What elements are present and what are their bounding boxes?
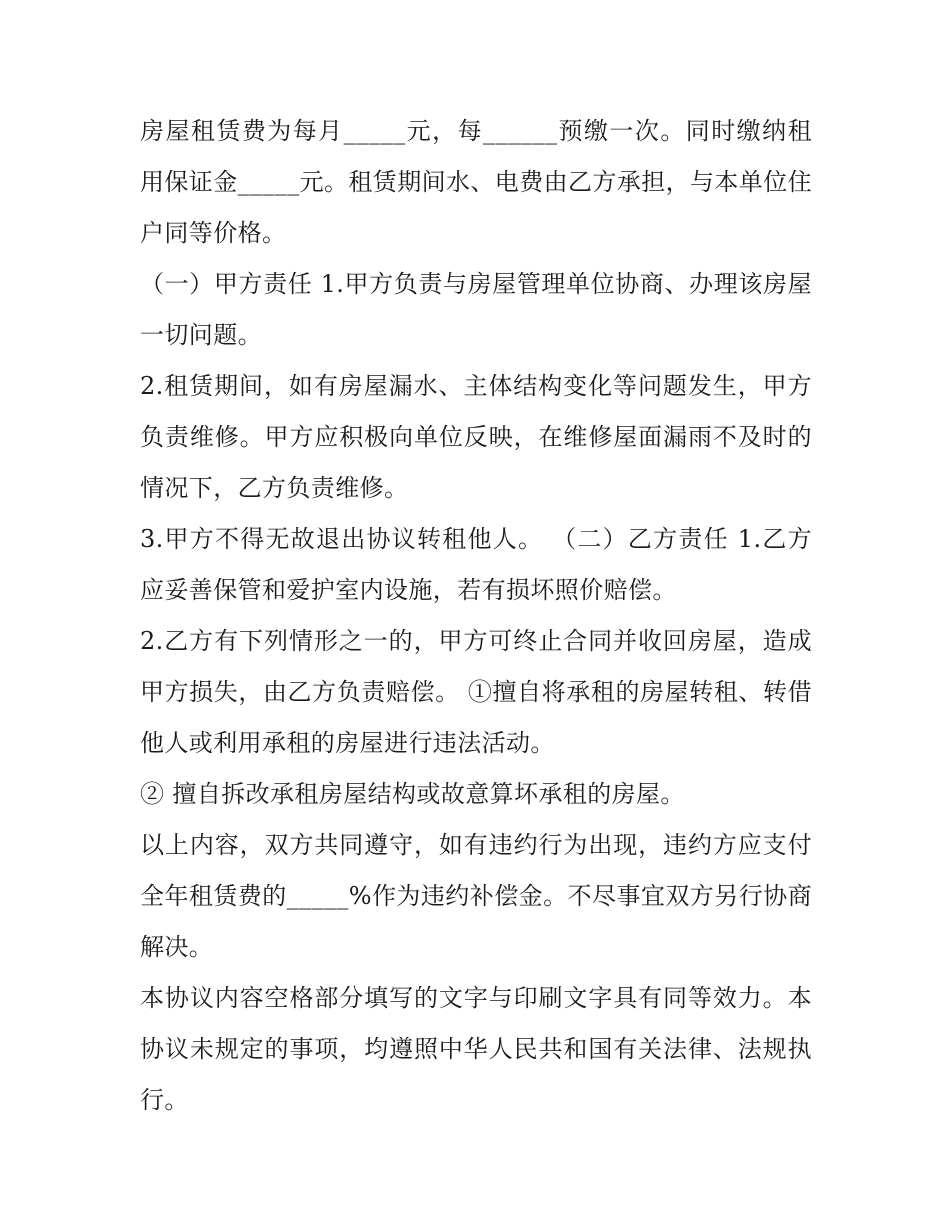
paragraph-party-a-duty-2: 2.租赁期间，如有房屋漏水、主体结构变化等问题发生，甲方负责维修。甲方应积极向单位反映，在维修屋面漏雨不及时的情况下，乙方负责维修。 (140, 372, 812, 502)
paragraph-party-b-duty-2: 2.乙方有下列情形之一的，甲方可终止合同并收回房屋，造成甲方损失，由乙方负责赔偿。 ①擅自将承租的房屋转租、转借他人或利用承租的房屋进行违法活动。 (140, 627, 812, 757)
paragraph-party-a-duty-1: （一）甲方责任 1.甲方负责与房屋管理单位协商、办理该房屋一切问题。 (140, 270, 812, 349)
paragraph-rent-terms: 房屋租赁费为每月_____元，每______预缴一次。同时缴纳租用保证金_____元。租赁期间水、电费由乙方承担，与本单位住户同等价格。 (140, 117, 812, 247)
paragraph-legal-effect: 本协议内容空格部分填写的文字与印刷文字具有同等效力。本协议未规定的事项，均遵照中华人民共和国有关法律、法规执行。 (140, 984, 812, 1114)
paragraph-breach-terms: 以上内容，双方共同遵守，如有违约行为出现，违约方应支付全年租赁费的_____%作为违约补偿金。不尽事宜双方另行协商解决。 (140, 831, 812, 961)
paragraph-party-b-duty-2b: ② 擅自拆改承租房屋结构或故意算坏承租的房屋。 (140, 780, 685, 808)
paragraph-party-a-duty-3: 3.甲方不得无故退出协议转租他人。 （二）乙方责任 1.乙方应妥善保管和爱护室内设施，若有损坏照价赔偿。 (140, 525, 812, 604)
document-body (140, 106, 812, 1126)
